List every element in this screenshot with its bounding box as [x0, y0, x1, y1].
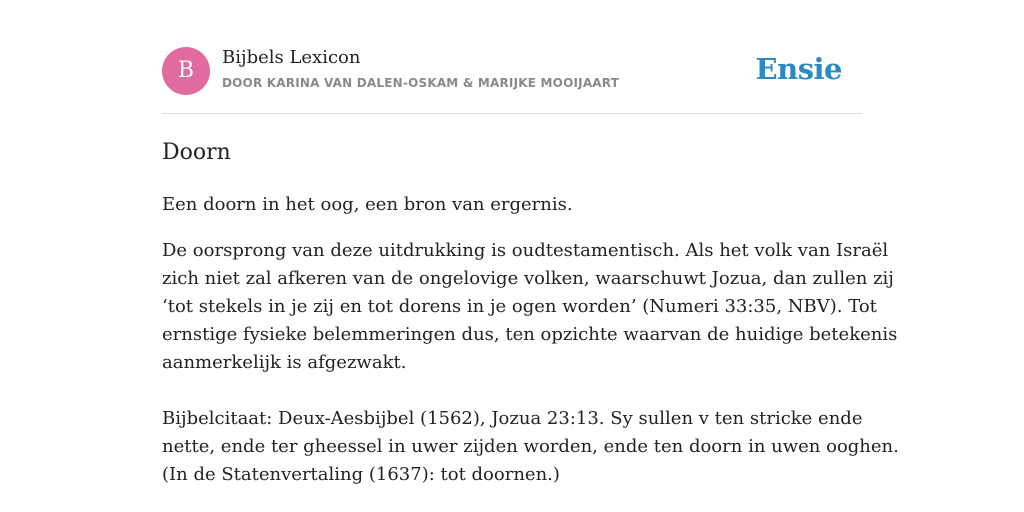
body-line: De oorsprong van deze uitdrukking is oudtestamentisch. Als het volk van Israël [162, 240, 889, 261]
source-header [162, 0, 862, 114]
body-line: ernstige fysieke belemmeringen dus, ten opzichte waarvan de huidige betekenis [162, 324, 898, 345]
entry-body [162, 237, 899, 489]
source-authors: DOOR KARINA VAN DALEN-OSKAM & MARIJKE MOOIJAART [222, 76, 620, 90]
entry-definition: Een doorn in het oog, een bron van ergernis. [162, 194, 573, 215]
citation-line: (In de Statenvertaling (1637): tot doornen.) [162, 464, 560, 485]
citation-line: nette, ende ter gheessel in uwer zijden worden, ende ten doorn in uwen ooghen. [162, 436, 899, 457]
body-line: zich niet zal afkeren van de ongelovige volken, waarschuwt Jozua, dan zullen zij [162, 268, 894, 289]
citation-line: Bijbelcitaat: Deux-Aesbijbel (1562), Jozua 23:13. Sy sullen v ten stricke ende [162, 408, 863, 429]
source-avatar[interactable]: B [162, 47, 210, 95]
body-line: aanmerkelijk is afgezwakt. [162, 352, 407, 373]
brand-logo[interactable]: Ensie [755, 52, 842, 86]
source-title[interactable]: Bijbels Lexicon [222, 47, 361, 68]
entry-title: Doorn [162, 140, 231, 165]
entry-card [162, 0, 899, 485]
body-line: ‘tot stekels in je zij en tot dorens in je ogen worden’ (Numeri 33:35, NBV). Tot [162, 296, 877, 317]
paragraph-gap [162, 377, 862, 405]
